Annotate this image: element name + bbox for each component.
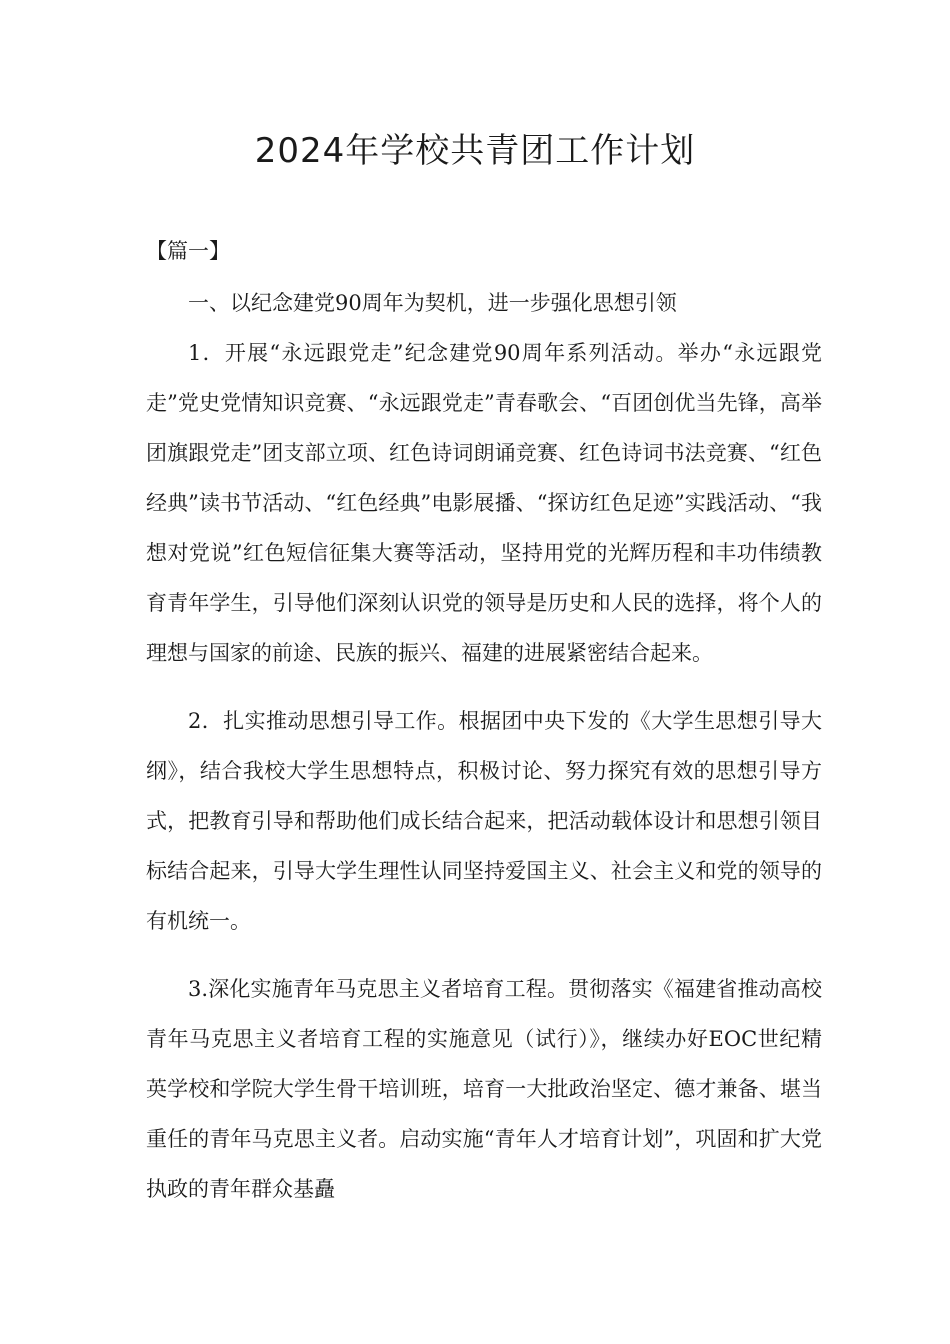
paragraph-2: 2．扎实推动思想引导工作。根据团中央下发的《大学生思想引导大纲》，结合我校大学生思想特点，积极讨论、努力探究有效的思想引导方式，把教育引导和帮助他们成长结合起来，把活动载体设计和思想引领目标结合起来，引导大学生理性认同坚持爱国主义、社会主义和党的领导的有机统一。 (146, 709, 822, 933)
section-tag: 【篇一】 (146, 239, 230, 263)
paragraph-1: 1．开展“永远跟党走”纪念建党90周年系列活动。举办“永远跟党走”党史党情知识竞赛、“永远跟党走”青春歌会、“百团创优当先锋，高举团旗跟党走”团支部立项、红色诗词朗诵竞赛、红色诗词书法竞赛、“红色经典”读书节活动、“红色经典”电影展播、“探访红色足迹”实践活动、“我想对党说”红色短信征集大赛等活动，坚持用党的光辉历程和丰功伟绩教育青年学生，引导他们深刻认识党的领导是历史和人民的选择，将个人的理想与国家的前途、民族的振兴、福建的进展紧密结合起来。 (146, 341, 822, 665)
document-title: 2024年学校共青团工作计划 (254, 131, 696, 171)
paragraph-3: 3.深化实施青年马克思主义者培育工程。贯彻落实《福建省推动高校青年马克思主义者培育工程的实施意见（试行）》，继续办好EOC世纪精英学校和学院大学生骨干培训班，培育一大批政治坚定、德才兼备、堪当重任的青年马克思主义者。启动实施“青年人才培育计划”，巩固和扩大党执政的青年群众基矗 (146, 977, 822, 1201)
document-body (146, 278, 822, 1214)
section-heading: 一、以纪念建党90周年为契机，进一步强化思想引领 (188, 291, 677, 315)
